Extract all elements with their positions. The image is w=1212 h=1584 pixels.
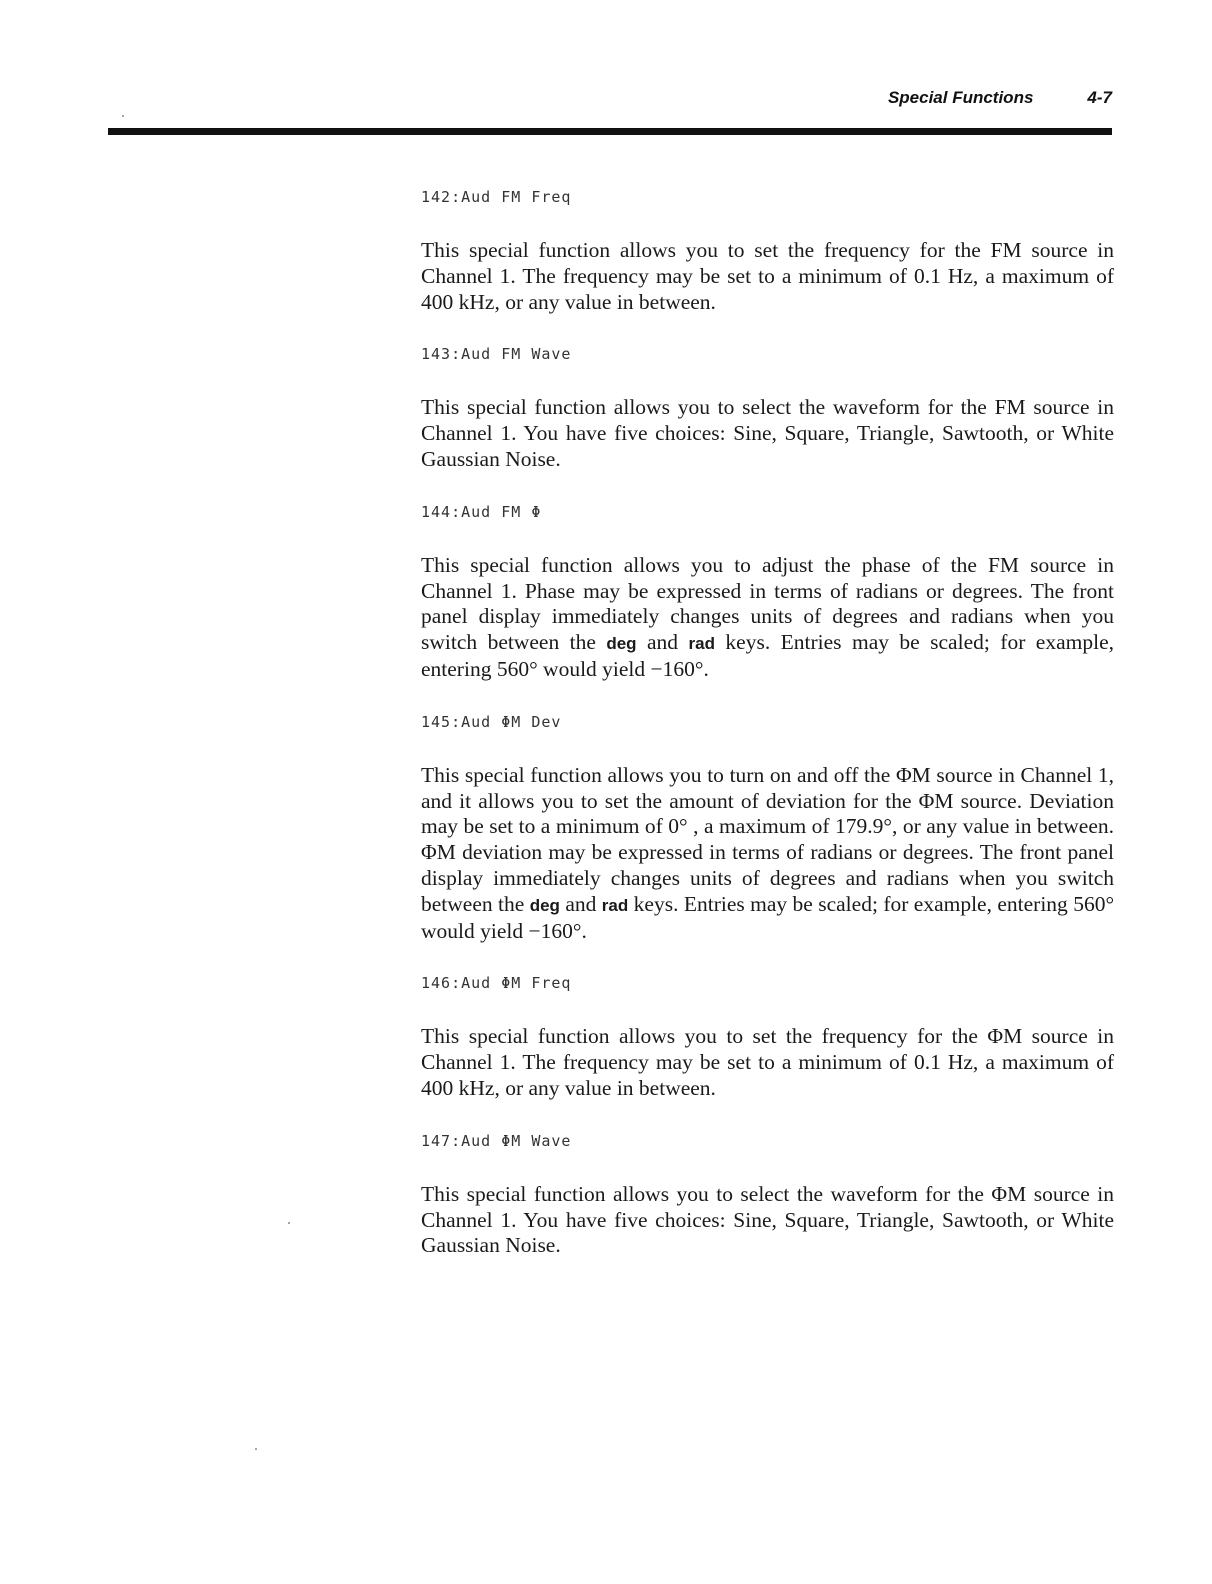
content-column [421, 188, 1114, 1289]
description-text: This special function allows you to select the waveform for the FM source in Channel 1. You have five choices: Sine, Square, Triangle, Sawtooth, or White Gaussian Noise. [421, 395, 1114, 471]
function-entry-147 [421, 1132, 1114, 1259]
deg-key-label: deg [529, 895, 560, 915]
deg-key-label: deg [606, 634, 637, 654]
description-text: and [565, 891, 597, 916]
function-code: 146:Aud ΦM Freq [421, 974, 572, 993]
description-text: This special function allows you to set the frequency for the FM source in Channel 1. The frequency may be set to a minimum of 0.1 Hz, a maximum of 400 kHz, or any value in between. [421, 238, 1114, 314]
page-number: 4-7 [1087, 88, 1112, 107]
rad-key-label: rad [688, 634, 715, 654]
function-entry-144 [421, 503, 1114, 683]
description-text: keys. Entries may be scaled; for example, entering 560° would yield −160°. [421, 891, 1115, 943]
scan-speck [255, 1448, 257, 1450]
description-text: This special function allows you to set the frequency for the ΦM source in Channel 1. The frequency may be set to a minimum of 0.1 Hz, a maximum of 400 kHz, or any value in between. [421, 1024, 1114, 1100]
description-text: and [647, 630, 679, 655]
description-text: This special function allows you to select the waveform for the ΦM source in Channel 1. You have five choices: Sine, Square, Triangle, Sawtooth, or White Gaussian Noise. [421, 1181, 1114, 1258]
function-description [421, 238, 1114, 315]
header-rule [108, 128, 1112, 135]
function-code: 147:Aud ΦM Wave [421, 1131, 572, 1150]
function-entry-145 [421, 713, 1114, 945]
description-text: This special function allows you to turn on and off the ΦM source in Channel 1, and it allows you to set the amount of deviation for the ΦM source. Deviation may be set to a minimum of 0° , a maximum of 179.9°, or any value in between. ΦM deviation may be expressed in terms of radians or degrees. The front panel display immediately changes units of degrees and radians when you switch between the [421, 762, 1114, 916]
running-header [888, 88, 1112, 108]
function-code: 143:Aud FM Wave [421, 345, 572, 364]
scan-speck [122, 115, 124, 117]
function-entry-143 [421, 345, 1114, 472]
function-entry-146 [421, 974, 1114, 1101]
description-text: keys. Entries may be scaled; for example, entering 560° would yield −160°. [421, 630, 1114, 681]
description-text: This special function allows you to adjust the phase of the FM source in Channel 1. Phase may be expressed in terms of radians or degrees. The front panel display immediately changes units of degrees and radians when you switch between the [421, 552, 1114, 655]
function-description [421, 763, 1114, 945]
function-code: 145:Aud ΦM Dev [421, 712, 562, 731]
function-description [421, 1024, 1114, 1101]
scan-speck [288, 1222, 290, 1224]
function-description [421, 1182, 1114, 1259]
function-entry-142 [421, 188, 1114, 315]
function-description [421, 395, 1114, 472]
function-code: 142:Aud FM Freq [421, 188, 572, 206]
function-description [421, 553, 1114, 683]
function-code: 144:Aud FM Φ [421, 502, 542, 521]
section-title: Special Functions [887, 88, 1034, 107]
rad-key-label: rad [601, 895, 629, 915]
